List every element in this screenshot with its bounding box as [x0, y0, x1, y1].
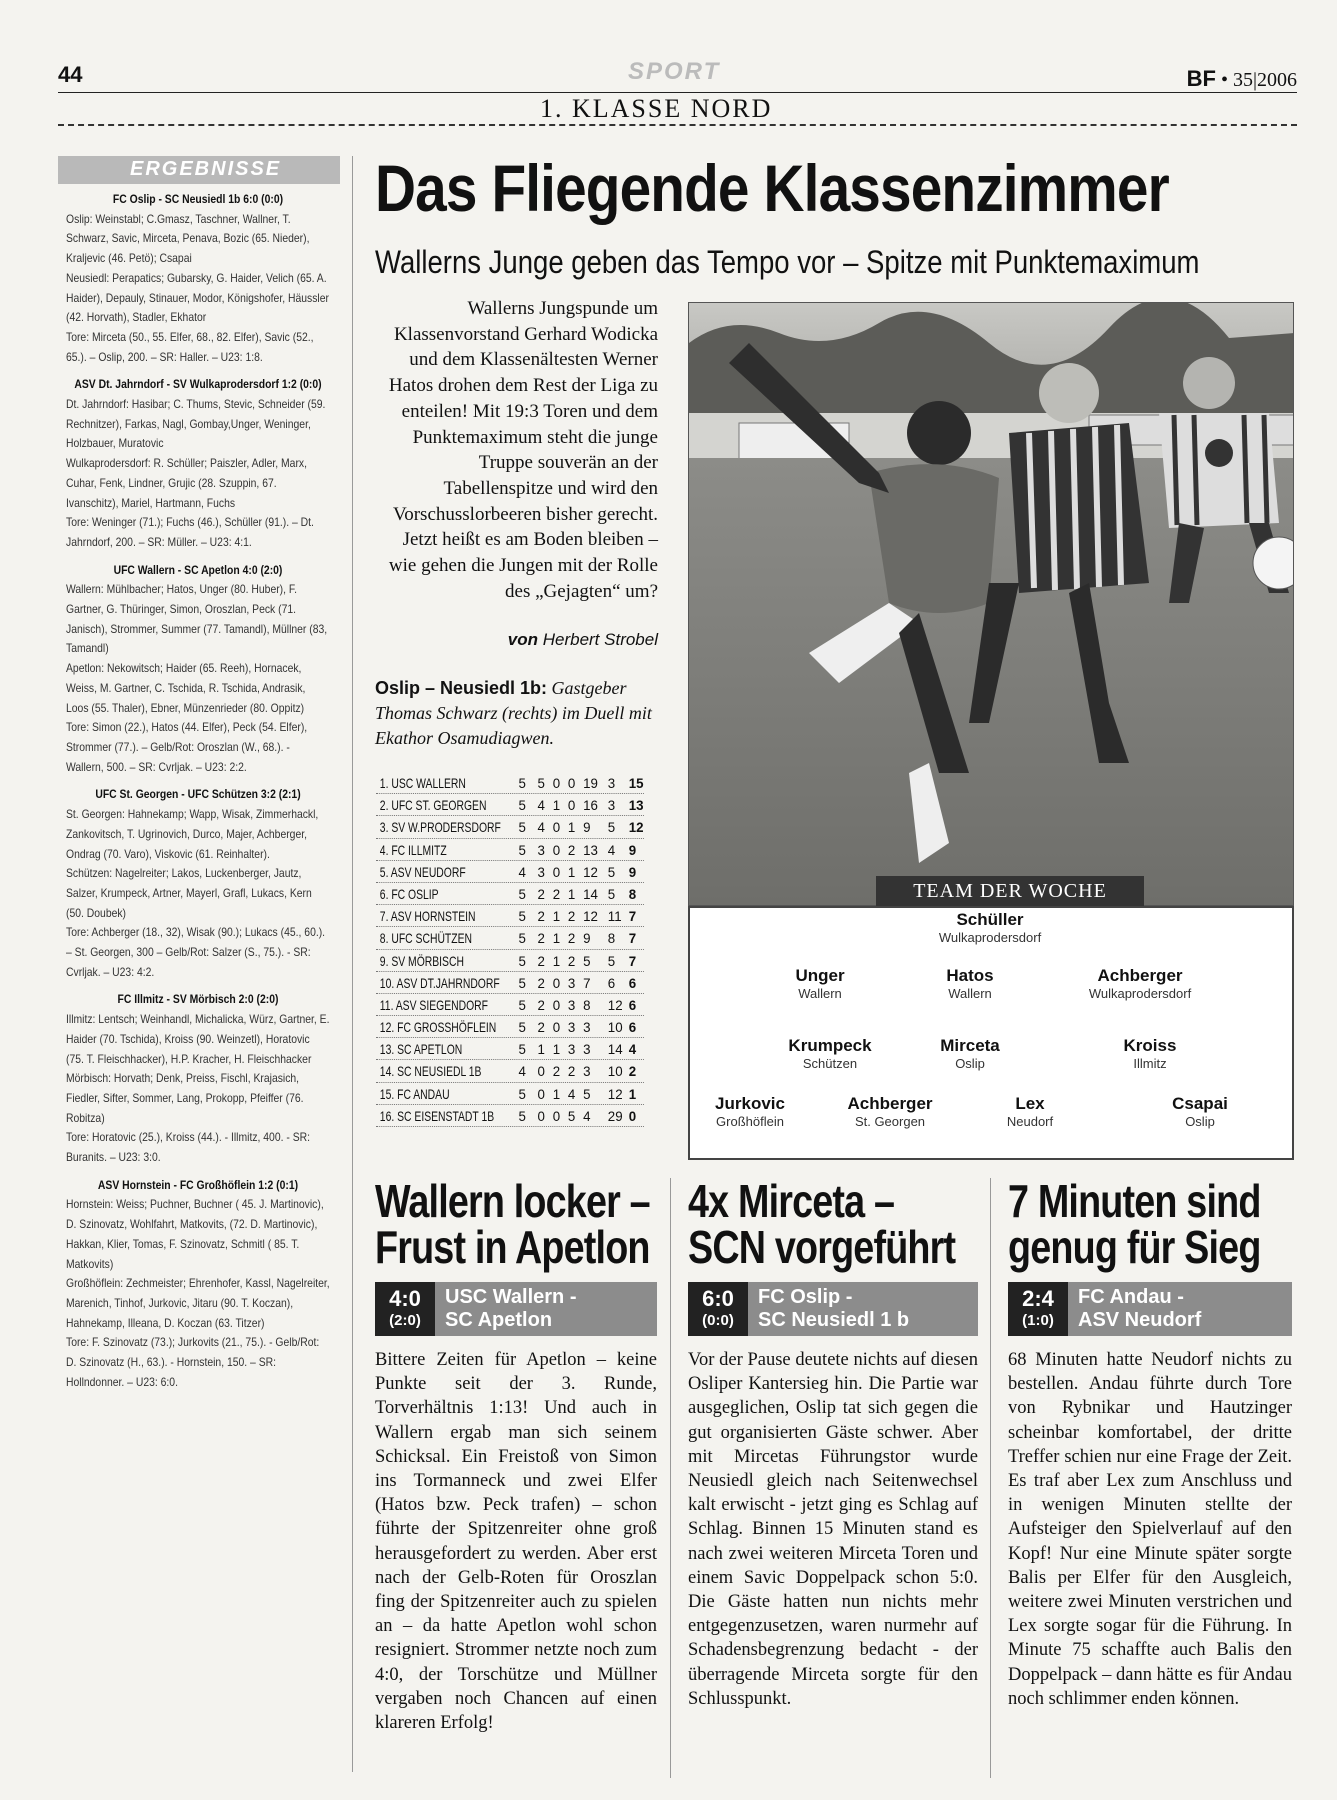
- totw-player: Unger Wallern: [795, 966, 845, 1001]
- table-team: 11. ASV SIEGENDORF: [379, 996, 488, 1013]
- table-cell: 12: [583, 908, 598, 925]
- table-team: 2. UFC ST. GEORGEN: [379, 797, 487, 814]
- table-cell: 5: [537, 775, 545, 791]
- table-cell: 8: [607, 930, 616, 947]
- score: 4:0 (2:0): [389, 1286, 421, 1329]
- table-cell: 5: [607, 952, 616, 969]
- column-rule: [990, 1178, 991, 1778]
- table-cell: 0: [552, 841, 561, 858]
- match-lineups: Dt. Jahrndorf: Hasibar; C. Thums, Stevic, Schneider (59. Rechnitzer), Farkas, Nagl, Gombay,Unger, Weninger, Holzbauer, Muratovic Wulkaprodersdorf: R. Schüller; Paiszler, Adler, Marx, Cuhar, Fenk, Lindner, Grujic (28. Szuppin, 67. Ivanschitz), Mariel, Hartmann, Fuchs Tore: Weninger (71.); Fuchs (46.), Schüller (91.). – Dt. Jahrndorf, 200. – SR: Müller. – U23: 4:1.: [66, 397, 326, 549]
- table-cell: 3: [583, 1063, 591, 1080]
- match-lineups: Hornstein: Weiss; Puchner, Buchner ( 45. J. Martinovic), D. Szinovatz, Wohlfahrt, Matkovits, (72. D. Martinovic), Hakkan, Klier, Tomas, F. Szinovatz, Schmitl ( 85. T. Matkovits) Großhöflein: Zechmeister; Ehrenhofer, Kassl, Nagelreiter, Marenich, Tinhof, Jurkovic, Jitaru (90. T. Koczan), Hahnekamp, Illeana, D. Koczan (63. Titzer) Tore: F. Szinovatz (73.); Jurkovits (21., 75.). - Gelb/Rot: D. Szinovatz (H., 63.). - Hornstein, 150. – SR: Hollndonner. – U23: 6:0.: [66, 1197, 330, 1389]
- totw-title: TEAM DER WOCHE: [876, 876, 1144, 906]
- totw-player: Jurkovic Großhöflein: [715, 1094, 785, 1129]
- author-name: Herbert Strobel: [542, 630, 658, 649]
- table-row: [376, 972, 644, 994]
- league-table: [376, 772, 658, 1127]
- table-cell: 0: [537, 1107, 545, 1124]
- report-wallern: [375, 1175, 657, 1735]
- table-team: 15. FC ANDAU: [379, 1085, 450, 1102]
- table-team: 14. SC NEUSIEDL 1B: [379, 1063, 482, 1080]
- table-cell: 5: [518, 775, 526, 791]
- table-cell: 5: [607, 819, 616, 836]
- table-cell: 1: [552, 908, 561, 925]
- author-prefix: von: [507, 630, 538, 649]
- issue-info: BF • 35|2006: [1186, 66, 1297, 91]
- results-title: ERGEBNISSE: [130, 158, 282, 180]
- table-cell: 8: [583, 996, 591, 1013]
- table-cell: 0: [552, 863, 561, 880]
- table-cell: 1: [552, 952, 561, 969]
- match-lineups: St. Georgen: Hahnekamp; Wapp, Wisak, Zimmerhackl, Zankovitsch, T. Ugrinovich, Durco, Majer, Achberger, Ondrag (70. Varo), Viskovic (61. Reinhalter). Schützen: Nagelreiter; Lakos, Luckenberger, Jautz, Salzer, Krumpeck, Artner, Mayerl, Grafl, Lukacs, Kern (50. Doubek) Tore: Achberger (18., 32), Wisak (90.); Lukacs (45., 60.). – St. Georgen, 300 – Gelb/Rot: Salzer (S., 75.). - SR: Cvrljak. – U23: 4:2.: [66, 807, 326, 979]
- table-cell: 0: [552, 819, 561, 836]
- table-cell: 4: [628, 1041, 637, 1058]
- table-row: [376, 1038, 644, 1060]
- dashed-divider: [58, 124, 1297, 126]
- table-cell: 2: [567, 930, 576, 947]
- table-cell: 5: [518, 841, 526, 858]
- score: 6:0 (0:0): [702, 1286, 734, 1329]
- table-cell: 5: [518, 908, 526, 925]
- report-andau: [1008, 1175, 1292, 1711]
- table-cell: 6: [628, 974, 637, 991]
- table-row: [376, 1016, 644, 1038]
- table-cell: 12: [607, 996, 623, 1013]
- table-cell: 0: [552, 775, 561, 791]
- table-cell: 5: [607, 885, 616, 902]
- table-cell: 5: [518, 1107, 526, 1124]
- table-cell: 6: [628, 1019, 637, 1036]
- table-cell: 5: [518, 797, 526, 814]
- report-headline: 4x Mirceta – SCN vorgeführt: [688, 1175, 956, 1273]
- match-result-title: FC Oslip - SC Neusiedl 1b 6:0 (0:0): [112, 192, 284, 206]
- table-row: [376, 839, 644, 861]
- table-cell: 2: [537, 974, 545, 991]
- report-headline: Wallern locker – Frust in Apetlon: [375, 1175, 650, 1273]
- article-headline: Das Fliegende Klassenzimmer: [375, 151, 1169, 225]
- table-cell: 0: [552, 996, 561, 1013]
- table-cell: 5: [583, 1085, 591, 1102]
- table-cell: 9: [628, 841, 637, 858]
- caption-text: Gastgeber Thomas Schwarz (rechts) im Duell mit Ekathor Osamudiagwen.: [375, 678, 652, 748]
- table-cell: 15: [628, 775, 644, 791]
- table-cell: 3: [607, 797, 616, 814]
- table-cell: 13: [583, 841, 598, 858]
- table-team: 13. SC APETLON: [379, 1041, 463, 1058]
- table-row: [376, 1105, 644, 1127]
- table-cell: 0: [552, 1019, 561, 1036]
- totw-player: Kroiss Illmitz: [1123, 1036, 1177, 1071]
- football-duel-photo: [688, 302, 1294, 906]
- match-result-title: UFC St. Georgen - UFC Schützen 3:2 (2:1): [95, 787, 301, 802]
- table-team: 4. FC ILLMITZ: [379, 841, 447, 858]
- totw-player: Csapai Oslip: [1172, 1094, 1228, 1129]
- table-cell: 14: [583, 885, 598, 902]
- match-result-title: FC Illmitz - SV Mörbisch 2:0 (2:0): [117, 992, 279, 1007]
- match-result-title: ASV Dt. Jahrndorf - SV Wulkaprodersdorf 1:2 (0:0): [74, 377, 322, 392]
- table-cell: 8: [628, 885, 637, 902]
- table-cell: 3: [567, 1019, 576, 1036]
- table-cell: 5: [518, 819, 526, 836]
- table-cell: 12: [607, 1085, 623, 1102]
- table-cell: 3: [567, 996, 576, 1013]
- photo-caption: [375, 676, 675, 751]
- table-team: 9. SV MÖRBISCH: [379, 952, 464, 969]
- table-cell: 5: [518, 1041, 526, 1058]
- table-cell: 12: [583, 863, 598, 880]
- table-cell: 5: [518, 930, 526, 947]
- score-box: [375, 1282, 657, 1336]
- table-cell: 2: [628, 1063, 637, 1080]
- table-cell: 5: [518, 885, 526, 902]
- table-cell: 12: [628, 819, 644, 836]
- results-list: [66, 190, 330, 1392]
- table-cell: 16: [583, 797, 598, 814]
- table-row: [376, 927, 644, 949]
- table-cell: 4: [583, 1107, 591, 1124]
- table-cell: 7: [583, 974, 591, 991]
- table-cell: 1: [567, 863, 576, 880]
- publication-name: BF: [1186, 66, 1216, 91]
- table-row: [376, 1060, 644, 1082]
- table-team: 3. SV W.PRODERSDORF: [379, 819, 501, 836]
- table-cell: 14: [607, 1041, 623, 1058]
- table-cell: 1: [537, 1041, 545, 1058]
- totw-player: Hatos Wallern: [946, 966, 994, 1001]
- table-cell: 2: [537, 908, 545, 925]
- table-cell: 2: [552, 885, 561, 902]
- table-cell: 3: [607, 775, 616, 791]
- table-cell: 3: [537, 863, 545, 880]
- table-cell: 1: [552, 1085, 561, 1102]
- team-of-the-week: [688, 906, 1294, 1160]
- table-cell: 6: [607, 974, 616, 991]
- table-cell: 10: [607, 1019, 623, 1036]
- table-row: [376, 905, 644, 927]
- table-cell: 5: [583, 952, 591, 969]
- totw-player: Krumpeck Schützen: [788, 1036, 872, 1071]
- table-cell: 2: [537, 930, 545, 947]
- table-cell: 6: [628, 996, 637, 1013]
- table-cell: 4: [537, 797, 545, 814]
- table-cell: 2: [537, 952, 545, 969]
- section-title: SPORT: [628, 58, 721, 85]
- table-row: [376, 794, 644, 816]
- table-cell: 5: [518, 996, 526, 1013]
- table-cell: 5: [567, 1107, 576, 1124]
- table-cell: 3: [567, 1041, 576, 1058]
- issue-number: 35|2006: [1232, 69, 1297, 91]
- table-cell: 0: [537, 1063, 545, 1080]
- table-cell: 2: [567, 841, 576, 858]
- table-cell: 7: [628, 930, 637, 947]
- table-cell: 4: [537, 819, 545, 836]
- table-team: 7. ASV HORNSTEIN: [379, 908, 476, 925]
- article-subheadline: Wallerns Junge geben das Tempo vor – Spitze mit Punktemaximum: [375, 244, 1200, 280]
- table-cell: 10: [607, 1063, 623, 1080]
- table-cell: 4: [518, 863, 526, 880]
- table-team: 10. ASV DT.JAHRNDORF: [379, 974, 500, 991]
- match-lineups: Illmitz: Lentsch; Weinhandl, Michalicka, Würz, Gartner, E. Haider (70. Tschida), Kroiss (90. Weinzetl), Horatovic (75. T. Fleischhacker), H.P. Kracher, H. Fleischhacker Mörbisch: Horvath; Denk, Preiss, Fischl, Krajasich, Fiedler, Sifter, Sommer, Lang, Prokopp, Pfeiffer (76. Robitza) Tore: Horatovic (25.), Kroiss (44.). - Illmitz, 400. - SR: Buranits. – U23: 3:0.: [66, 1012, 330, 1165]
- table-cell: 3: [537, 841, 545, 858]
- score-box: [688, 1282, 978, 1336]
- table-cell: 2: [537, 996, 545, 1013]
- table-cell: 5: [518, 1085, 526, 1102]
- table-team: 5. ASV NEUDORF: [379, 863, 466, 880]
- teams: FC Oslip - SC Neusiedl 1 b: [748, 1282, 978, 1336]
- table-cell: 4: [518, 1063, 526, 1080]
- table-cell: 5: [607, 863, 616, 880]
- table-team: 6. FC OSLIP: [379, 885, 439, 902]
- caption-label: Oslip – Neusiedl 1b:: [375, 678, 548, 698]
- table-row: [376, 816, 644, 838]
- match-result-title: UFC Wallern - SC Apetlon 4:0 (2:0): [113, 562, 283, 577]
- report-text: Bittere Zeiten für Apetlon – keine Punkte seit der 3. Runde, Torverhältnis 1:13! Und auch in Wallern ergab man sich seinem Schicksal. Ein Freistoß von Simon ins Tormanneck und zwei Elfer (Hatos bzw. Peck trafen) – schon führte der Spitzenreiter ohne groß herausgefordert zu werden. Aber erst nach der Gelb-Roten für Oroszlan fing der Spitzenreiter auch zu spielen an – da hatte Apetlon wohl schon resigniert. Strommer netzte noch zum 4:0, der Torschütze und Müllner vergaben noch Chancen auf einen klareren Erfolg!: [375, 1350, 657, 1734]
- report-oslip: [688, 1175, 978, 1711]
- table-cell: 0: [552, 1107, 561, 1124]
- table-cell: 2: [537, 885, 545, 902]
- teams: FC Andau - ASV Neudorf: [1068, 1282, 1292, 1336]
- table-cell: 5: [518, 974, 526, 991]
- totw-player: Achberger St. Georgen: [847, 1094, 933, 1129]
- table-cell: 0: [628, 1107, 637, 1124]
- table-cell: 7: [628, 908, 637, 925]
- table-cell: 2: [537, 1019, 545, 1036]
- table-cell: 4: [567, 1085, 576, 1102]
- table-cell: 9: [583, 930, 591, 947]
- totw-player: Schüller Wulkaprodersdorf: [938, 910, 1042, 945]
- table-row: [376, 1083, 644, 1105]
- match-result-title: ASV Hornstein - FC Großhöflein 1:2 (0:1): [97, 1177, 299, 1192]
- table-cell: 11: [607, 908, 622, 925]
- table-row: [376, 772, 644, 794]
- table-cell: 1: [552, 797, 561, 814]
- table-cell: 0: [552, 974, 561, 991]
- table-cell: 9: [628, 863, 637, 880]
- score: 2:4 (1:0): [1022, 1286, 1054, 1329]
- match-lineups: Oslip: Weinstabl; C.Gmasz, Taschner, Wallner, T. Schwarz, Savic, Mirceta, Penava, Bozic (65. Nieder), Kraljevic (46. Petö); Csapai Neusiedl: Perapatics; Gubarsky, G. Haider, Velich (65. A. Haider), Depauly, Stinauer, Modor, Königshofer, Häussler (42. Horvath), Stadler, Ekhator Tore: Mirceta (50., 55. Elfer, 68., 82. Elfer), Savic (52., 65.). – Oslip, 200. – SR: Haller. – U23: 1:8.: [66, 211, 329, 364]
- table-cell: 4: [607, 841, 616, 858]
- table-row: [376, 950, 644, 972]
- table-cell: 0: [537, 1085, 545, 1102]
- report-text: Vor der Pause deutete nichts auf diesen Osliper Kantersieg hin. Die Partie war ausgeglichen, Oslip tat sich gegen die gut organisierten Gäste schwer. Aber mit Mircetas Führungstor wurde Neusiedl gleich nach Seitenwechsel kalt erwischt - jetzt ging es Schlag auf Schlag. Binnen 15 Minuten stand es nach zwei weiteren Mirceta Toren und einem Savic Doppelpack schon 5:0. Die Gäste hatten nun nichts mehr entgegenzusetzen, waren nurmehr auf Schadensbegrenzung bedacht - der überragende Mirceta sorgte für den Schlusspunkt.: [688, 1350, 978, 1709]
- table-cell: 5: [518, 1019, 526, 1036]
- table-cell: 19: [583, 775, 598, 791]
- report-headline: 7 Minuten sind genug für Sieg: [1008, 1175, 1261, 1273]
- table-cell: 1: [567, 819, 576, 836]
- totw-player: Mirceta Oslip: [940, 1036, 1000, 1071]
- table-cell: 9: [583, 819, 591, 836]
- photo-illustration: [689, 303, 1294, 906]
- table-cell: 0: [567, 775, 576, 791]
- page-number: 44: [58, 62, 83, 87]
- table-row: [376, 883, 644, 905]
- score-box: [1008, 1282, 1292, 1336]
- table-cell: 3: [583, 1041, 591, 1058]
- table-cell: 3: [567, 974, 576, 991]
- table-cell: 1: [552, 930, 561, 947]
- column-rule: [670, 1178, 671, 1778]
- table-team: 8. UFC SCHÜTZEN: [379, 930, 473, 947]
- table-cell: 0: [567, 797, 576, 814]
- table-team: 16. SC EISENSTADT 1B: [379, 1107, 495, 1124]
- table-cell: 1: [552, 1041, 561, 1058]
- teams: USC Wallern - SC Apetlon: [435, 1282, 657, 1336]
- table-cell: 2: [567, 908, 576, 925]
- league-title: 1. KLASSE NORD: [540, 94, 773, 123]
- table-cell: 3: [583, 1019, 591, 1036]
- table-cell: 5: [518, 952, 526, 969]
- table-team: 1. USC WALLERN: [379, 775, 466, 791]
- table-cell: 2: [567, 952, 576, 969]
- report-text: 68 Minuten hatte Neudorf nichts zu bestellen. Andau führte durch Tore von Rybnikar und Hautzinger scheinbar komfortabel, der dritte Treffer schien nur eine Frage der Zeit. Es traf aber Lex zum Anschluss und in wenigen Minuten stellte der Aufsteiger den Spielverlauf auf den Kopf! Nur eine Minute später sorgte Balis per Elfer für den Ausgleich, weitere zwei Minuten verstrichen und Lex sorgte sogar für die Führung. In Minute 75 schaffte auch Balis den Doppelpack – dann hätte es für Andau noch schlimmer enden können.: [1008, 1350, 1292, 1709]
- totw-player: Achberger Wulkaprodersdorf: [1088, 966, 1192, 1001]
- table-cell: 7: [628, 952, 637, 969]
- author-line: [440, 630, 658, 650]
- table-cell: 29: [607, 1107, 623, 1124]
- match-lineups: Wallern: Mühlbacher; Hatos, Unger (80. Huber), F. Gartner, G. Thüringer, Simon, Oroszlan, Peck (71. Janisch), Strommer, Summer (77. Tamandl), Müllner (83, Tamandl) Apetlon: Nekowitsch; Haider (65. Reeh), Hornacek, Weiss, M. Gartner, C. Tschida, R. Tschida, Andrasik, Loos (55. Thaler), Ebner, Münzenrieder (80. Oppitz) Tore: Simon (22.), Hatos (44. Elfer), Peck (54. Elfer), Strommer (77.). – Gelb/Rot: Oroszlan (W., 68.). - Wallern, 500. – SR: Cvrljak. – U23: 2:2.: [66, 582, 328, 774]
- header-rule: [58, 92, 1297, 93]
- table-cell: 2: [567, 1063, 576, 1080]
- table-row: [376, 861, 644, 883]
- article-intro: Wallerns Jungspunde um Klassenvorstand Gerhard Wodicka und dem Klassenältesten Werner Hatos drohen dem Rest der Liga zu enteilen! Mit 19:3 Toren und dem Punktemaximum steht die junge Truppe souverän an der Tabellenspitze und wird den Vorschusslorbeeren bisher gerecht. Jetzt heißt es am Boden bleiben – wie gehen die Jungen mit der Rolle des „Gejagten“ um?: [388, 298, 658, 602]
- table-cell: 1: [628, 1085, 637, 1102]
- totw-player: Lex Neudorf: [1006, 1094, 1054, 1129]
- table-cell: 13: [628, 797, 644, 814]
- table-cell: 2: [552, 1063, 561, 1080]
- table-team: 12. FC GROSSHÖFLEIN: [379, 1019, 497, 1036]
- column-rule: [352, 156, 353, 1772]
- table-cell: 1: [567, 885, 576, 902]
- table-row: [376, 994, 644, 1016]
